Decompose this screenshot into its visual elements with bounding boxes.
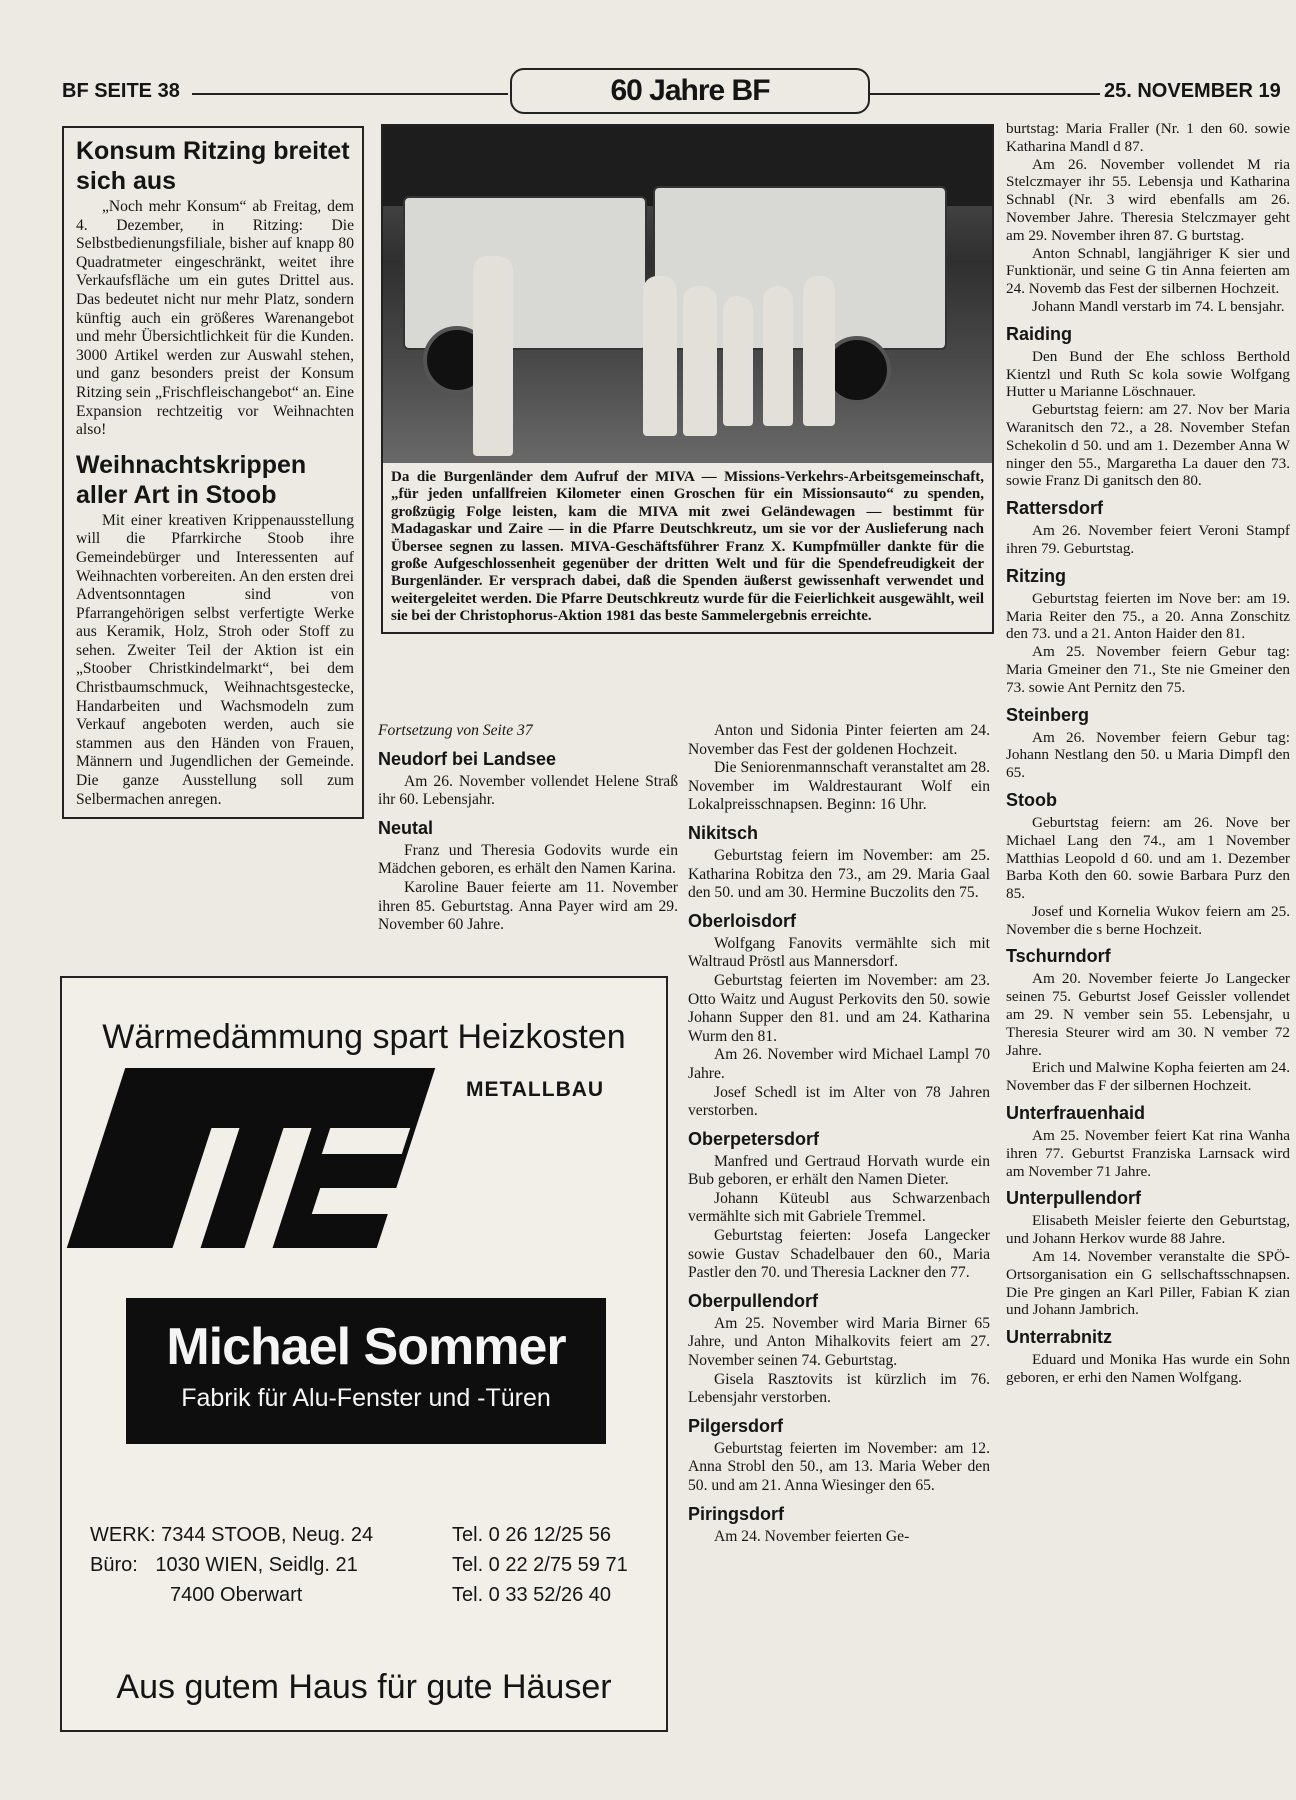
place-heading: Piringsdorf: [688, 1503, 785, 1524]
contact-row: [90, 1550, 358, 1580]
contact-address: 7400 Oberwart: [170, 1584, 303, 1606]
news-paragraph: Die Seniorenmannschaft veranstaltet am 28. November im Waldrestaurant Wolf ein Lokalpreisschnapsen. Beginn: 16 Uhr.: [688, 759, 990, 814]
place-heading: Oberpullendorf: [688, 1290, 818, 1311]
news-paragraph: Johann Mandl verstarb im 74. L bensjahr.: [1032, 297, 1285, 315]
news-paragraph: Eduard und Monika Has wurde ein Sohn geboren, er erhi den Namen Wolfgang.: [1006, 1351, 1290, 1387]
news-paragraph: Geburtstag feierten im November: am 23. Otto Waitz und August Perkovits den 50. sowie Johann Supper den 81. und am 24. Katharina Wurm den 81.: [688, 971, 990, 1045]
news-paragraph: Manfred und Gertraud Horvath wurde ein Bub geboren, er erhält den Namen Dieter.: [688, 1152, 990, 1189]
news-paragraph: Erich und Malwine Kopha feierten am 24. November das F der silbernen Hochzeit.: [1006, 1059, 1290, 1095]
news-paragraph: Am 20. November feierte Jo Langecker seinen 75. Geburtst Josef Geissler vollendet am 29. N vember sein 55. Lebensjahr, u Theresia Steurer wird am 30. N vember 72 Jahre.: [1006, 970, 1290, 1059]
column-a: [378, 722, 678, 935]
article1-headline: Konsum Ritzing breitet sich aus: [76, 137, 350, 195]
news-paragraph: Karoline Bauer feierte am 11. November ihren 85. Geburtstag. Anna Payer wird am 29. November 60 Jahre.: [378, 878, 678, 934]
company-banner: [126, 1298, 606, 1444]
photo-figure: [763, 286, 793, 426]
left-news-box: [62, 126, 364, 819]
contact-label: Büro:: [90, 1554, 138, 1576]
news-paragraph: Am 25. November wird Maria Birner 65 Jahre, und Anton Mihalkovits feiert am 27. November seinen 74. Geburtstag.: [688, 1314, 990, 1370]
header-rule-left: [192, 93, 508, 95]
place-heading: Ritzing: [1006, 565, 1066, 586]
news-paragraph: Franz und Theresia Godovits wurde ein Mädchen geboren, es erhält den Namen Karina.: [378, 841, 678, 878]
ms-logo-icon: [96, 1068, 436, 1248]
news-paragraph: Gisela Rasztovits ist kürzlich im 76. Lebensjahr verstorben.: [688, 1370, 990, 1407]
news-paragraph: Am 26. November wird Michael Lampl 70 Jahre.: [688, 1046, 990, 1082]
news-paragraph: Josef Schedl ist im Alter von 78 Jahren verstorben.: [688, 1083, 990, 1120]
place-heading: Neudorf bei Landsee: [378, 748, 557, 769]
column-c: [1006, 120, 1290, 1387]
article2-headline: Weihnachtskrippen aller Art in Stoob: [76, 450, 307, 509]
photo-figure: [683, 286, 717, 436]
contact-address: 1030 WIEN, Seidlg. 21: [155, 1554, 358, 1576]
place-heading: Oberloisdorf: [688, 910, 797, 931]
continuation-note: Fortsetzung von Seite 37: [378, 722, 533, 739]
place-heading: Unterpullendorf: [1006, 1188, 1141, 1209]
news-paragraph: Am 26. November feiern Gebur tag: Johann Nestlang den 50. u Maria Dimpfl den 65.: [1006, 728, 1290, 782]
news-paragraph: Johann Küteubl aus Schwarzenbach vermählte sich mit Gabriele Tremmel.: [688, 1189, 990, 1226]
photo-figure: [723, 296, 753, 426]
place-heading: Steinberg: [1006, 704, 1090, 725]
news-paragraph: Am 25. November feiert Kat rina Wanha ihren 77. Geburtst Franziska Larnsack wird am November 71 Jahre.: [1006, 1127, 1290, 1180]
contact-phone: Tel. 0 33 52/26 40: [452, 1584, 612, 1606]
news-paragraph: Elisabeth Meisler feierte den Geburtstag, und Johann Herkov wurde 88 Jahre.: [1006, 1212, 1290, 1248]
news-paragraph: Geburtstag feiern im November: am 25. Katharina Robitza den 73., am 29. Maria Gaal den 50. und am 30. Hermine Buczolits den 75.: [688, 846, 990, 902]
contact-row: [90, 1520, 373, 1550]
news-paragraph: Wolfgang Fanovits vermählte sich mit Waltraud Pröstl aus Mannersdorf.: [688, 934, 990, 971]
section-title: 60 Jahre BF: [510, 68, 870, 114]
news-paragraph: Am 14. November veranstalte die SPÖ-Ortsorganisation ein G sellschaftsschnapsen. Die Pre gingen an Karl Piller, Fabian K zian und Johann Jambrich.: [1006, 1248, 1290, 1319]
column-b: [688, 722, 990, 1546]
news-paragraph: Geburtstag feierten: Josefa Langecker sowie Gustav Schadelbauer den 60., Maria Pastler den 70. und Theresia Lackner den 77.: [688, 1227, 990, 1282]
header-rule-right: [868, 93, 1100, 95]
news-paragraph: Anton Schnabl, langjähriger K sier und Funktionär, und seine G tin Anna feierten am 24. Novemb das Fest der silbernen Hochzeit.: [1006, 244, 1290, 298]
contact-phone: Tel. 0 22 2/75 59 71: [452, 1554, 628, 1576]
news-paragraph: Geburtstag feiern: am 27. Nov ber Maria Waranitsch den 72., a 28. November Stefan Schekolin d 50. und am 1. Dezember Anna W ninger den 55., Margaretha La dauer den 73. sowie Franz Di ganitsch den 80.: [1006, 401, 1290, 490]
article1-body: „Noch mehr Konsum“ ab Freitag, dem 4. Dezember, in Ritzing: Die Selbstbedienungsfiliale, bisher auf knapp 80 Quadratmeter eingeschränkt, weitet ihre Verkaufsfläche um ein gutes Drittel aus. Das bedeutet nicht nur mehr Platz, sondern künftig auch ein größeres Warenangebot und mehr Übersichtlichkeit für die Kunden. 3000 Artikel werden zur Auswahl stehen, und ganz besonders preist der Konsum Ritzing sein „Frischfleischangebot“ an. Eine Expansion rechtzeitig vor Weihnachten also!: [76, 198, 354, 439]
photo-figure: [803, 276, 835, 426]
news-photo: [381, 124, 994, 467]
place-heading: Rattersdorf: [1006, 498, 1104, 519]
news-paragraph: Anton und Sidonia Pinter feierten am 24. November das Fest der goldenen Hochzeit.: [688, 722, 990, 758]
place-heading: Neutal: [378, 817, 434, 838]
place-heading: Raiding: [1006, 323, 1072, 344]
advertisement: [60, 976, 668, 1732]
place-heading: Unterfrauenhaid: [1006, 1103, 1146, 1124]
news-paragraph: Geburtstag feierten im Nove ber: am 19. Maria Reiter den 75., a 20. Anna Zonschitz den 73. und a 21. Anton Haider den 81.: [1006, 589, 1290, 643]
photo-figure: [643, 276, 677, 436]
company-name: Michael Sommer: [166, 1318, 566, 1376]
place-heading: Stoob: [1006, 789, 1057, 810]
ad-slogan-top: Wärmedämmung spart Heizkosten: [102, 1018, 626, 1056]
photo-car-left: [403, 196, 647, 350]
contact-address: 7344 STOOB, Neug. 24: [161, 1524, 374, 1546]
news-paragraph: Josef und Kornelia Wukov feiern am 25. November die s berne Hochzeit.: [1006, 902, 1290, 938]
place-heading: Tschurndorf: [1006, 946, 1111, 967]
issue-date: 25. NOVEMBER 19: [1104, 80, 1281, 102]
news-paragraph: Am 26. November vollendet Helene Straß ihr 60. Lebensjahr.: [378, 772, 678, 809]
place-heading: Oberpetersdorf: [688, 1128, 820, 1149]
news-paragraph: Geburtstag feierten im November: am 12. Anna Strobl den 50., am 13. Maria Weber den 50. und am 21. Anna Wiesinger den 65.: [688, 1439, 990, 1494]
news-paragraph: Den Bund der Ehe schloss Berthold Kientzl und Ruth Sc kola sowie Wolfgang Hutter u Marianne Löschnauer.: [1006, 347, 1290, 401]
place-heading: Nikitsch: [688, 822, 759, 843]
place-heading: Pilgersdorf: [688, 1415, 784, 1436]
page-number: BF SEITE 38: [62, 80, 180, 102]
contact-phone: Tel. 0 26 12/25 56: [452, 1524, 612, 1546]
ad-metallbau: METALLBAU: [466, 1078, 605, 1101]
news-paragraph: Am 24. November feierten Ge-: [714, 1527, 910, 1545]
article2-body: Mit einer kreativen Krippenausstellung will die Pfarrkirche Stoob ihre Gemeindebürger und Interessenten auf Weihnachten vorbereiten. An den ersten drei Adventsonntagen sind von Pfarrangehörigen selbst verfertigte Werke aus Keramik, Holz, Stroh oder Stoff zu sehen. Zweiter Teil der Aktion ist ein „Stoober Christkindelmarkt“, bei dem Christbaumschmuck, Weihnachtsgestecke, Handarbeiten und Wachsmodeln zum Verkauf angeboten werden, auch sie stammen aus den Händen von Frauen, Männern und Jugendlichen der Gemeinde. Die ganze Ausstellung soll zum Selbermachen anregen.: [76, 511, 354, 808]
news-paragraph: burtstag: Maria Fraller (Nr. 1 den 60. sowie Katharina Mandl d 87.: [1006, 120, 1290, 155]
place-heading: Unterrabnitz: [1006, 1327, 1113, 1348]
news-paragraph: Am 25. November feiern Gebur tag: Maria Gmeiner den 71., Ste nie Gmeiner den 73. sowie Ant Pernitz den 75.: [1006, 643, 1290, 696]
photo-priest: [473, 256, 513, 456]
news-paragraph: Am 26. November vollendet M ria Stelczmayer ihr 55. Lebensja und Katharina Schnabl (Nr. 3 wird ebenfalls am 26. November Jahre. Theresia Stelczmayer geht am 29. November ihren 87. G burtstag.: [1006, 155, 1290, 244]
company-subtitle: Fabrik für Alu-Fenster und -Türen: [181, 1384, 551, 1412]
news-paragraph: Am 26. November feiert Veroni Stampf ihren 79. Geburtstag.: [1006, 522, 1290, 557]
photo-caption: Da die Burgenländer dem Aufruf der MIVA — Missions-Verkehrs-Arbeitsgemeinschaft, „für jeden unfallfreien Kilometer einen Groschen für ein Missionsauto“ zu spenden, großzügig Folge leisten, kam die MIVA mit zwei Geländewagen — bestimmt für Madagaskar und Zaire — in die Pfarre Deutschkreutz, um sie vor der Auslieferung nach Übersee segnen zu lassen. MIVA-Geschäftsführer Franz X. Kumpfmüller dankte für die große Aufgeschlossenheit gegenüber der dritten Welt und für die Spendefreudigkeit der Burgenländer. Er versprach dabei, daß die Spenden äußerst gewissenhaft verwendet und weitergeleitet werden. Die Pfarre Deutschkreutz wurde für die Feierlichkeit ausgewählt, weil sie bei der Christophorus-Aktion 1981 das beste Sammelergebnis erreichte.: [381, 463, 994, 634]
contact-label: WERK:: [90, 1524, 156, 1546]
news-paragraph: Geburtstag feiern: am 26. Nove ber Michael Lang den 74., am 1 November Matthias Leopold d 60. und am 1. Dezember Barba Koth den 60. sowie Barbara Purz den 85.: [1006, 813, 1290, 903]
ad-slogan-bottom: Aus gutem Haus für gute Häuser: [116, 1668, 612, 1706]
